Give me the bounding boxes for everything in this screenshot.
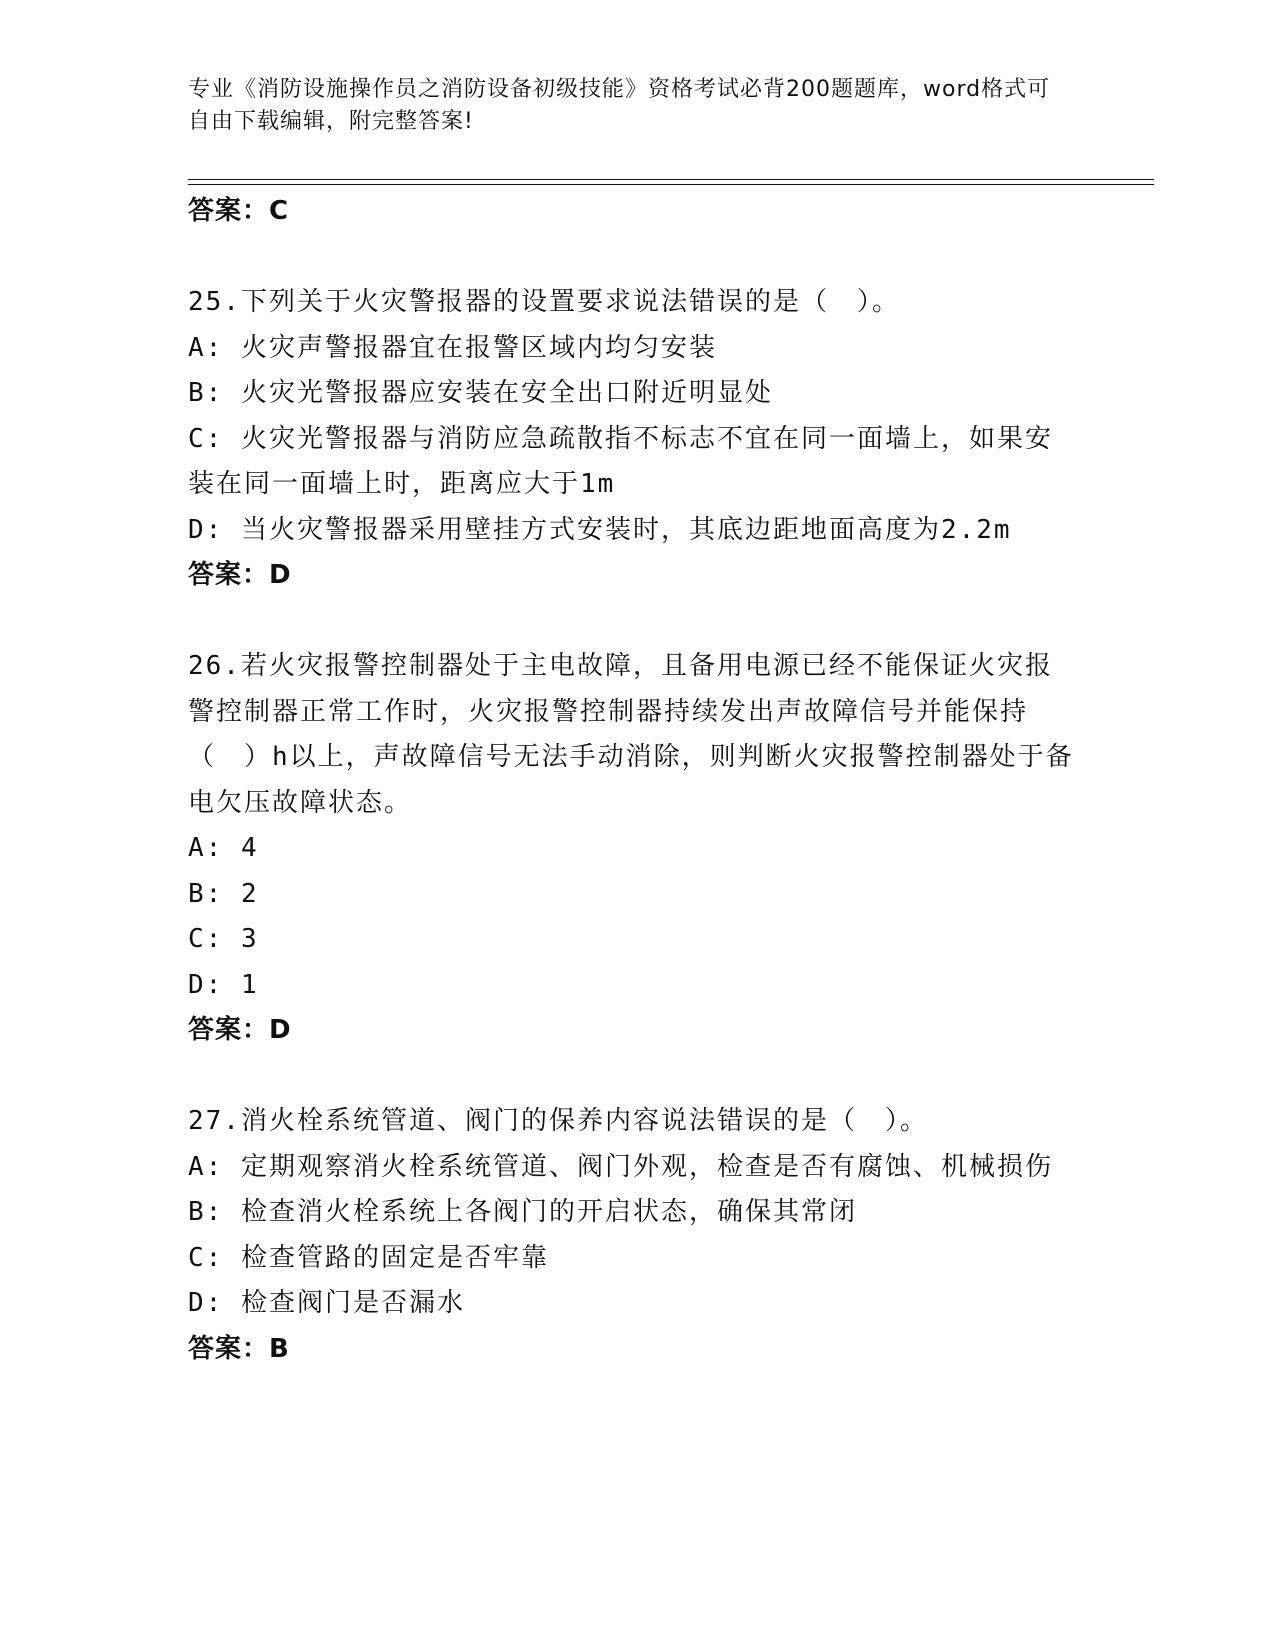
option-a: A: 定期观察消火栓系统管道、阀门外观，检查是否有腐蚀、机械损伤 — [188, 1151, 1053, 1182]
answer-line: 答案：B — [188, 1333, 290, 1364]
option-c: C: 3 — [188, 924, 259, 954]
answer-line: 答案：D — [188, 1015, 292, 1045]
question-block-27 — [188, 1099, 1088, 1371]
question-text: 26.若火灾报警控制器处于主电故障，且备用电源已经不能保证火灾报警控制器正常工作时，火灾报警控制器持续发出声故障信号并能保持（ ）h以上，声故障信号无法手动消除，则判断火灾报警控制器处于备电欠压故障状态。 — [188, 651, 1074, 818]
document-header: 专业《消防设施操作员之消防设备初级技能》资格考试必背200题题库，word格式可自由下载编辑，附完整答案! — [188, 77, 1051, 134]
option-b: B: 火灾光警报器应安装在安全出口附近明显处 — [188, 378, 773, 408]
option-b: B: 检查消火栓系统上各阀门的开启状态，确保其常闭 — [188, 1197, 857, 1227]
option-d: D: 1 — [188, 969, 259, 1000]
option-c: C: 检查管路的固定是否牢靠 — [188, 1242, 549, 1273]
header-divider-top — [188, 179, 1154, 180]
header-divider-bottom — [188, 184, 1154, 185]
answer-line: 答案：C — [188, 196, 290, 226]
option-d: D: 当火灾警报器采用壁挂方式安装时，其底边距地面高度为2.2m — [188, 514, 1012, 545]
question-content — [188, 189, 1088, 1371]
option-c: C: 火灾光警报器与消防应急疏散指不标志不宜在同一面墙上，如果安装在同一面墙上时，距离应大于1m — [188, 423, 1053, 499]
option-a: A: 4 — [188, 833, 259, 863]
question-block-26 — [188, 644, 1088, 1052]
question-text: 25.下列关于火灾警报器的设置要求说法错误的是（ ）。 — [188, 287, 900, 317]
question-block-25 — [188, 280, 1088, 597]
option-d: D: 检查阀门是否漏水 — [188, 1288, 465, 1318]
question-text: 27.消火栓系统管道、阀门的保养内容说法错误的是（ ）。 — [188, 1106, 928, 1136]
option-b: B: 2 — [188, 878, 259, 909]
answer-line: 答案：D — [188, 560, 292, 590]
option-a: A: 火灾声警报器宜在报警区域内均匀安装 — [188, 332, 717, 363]
